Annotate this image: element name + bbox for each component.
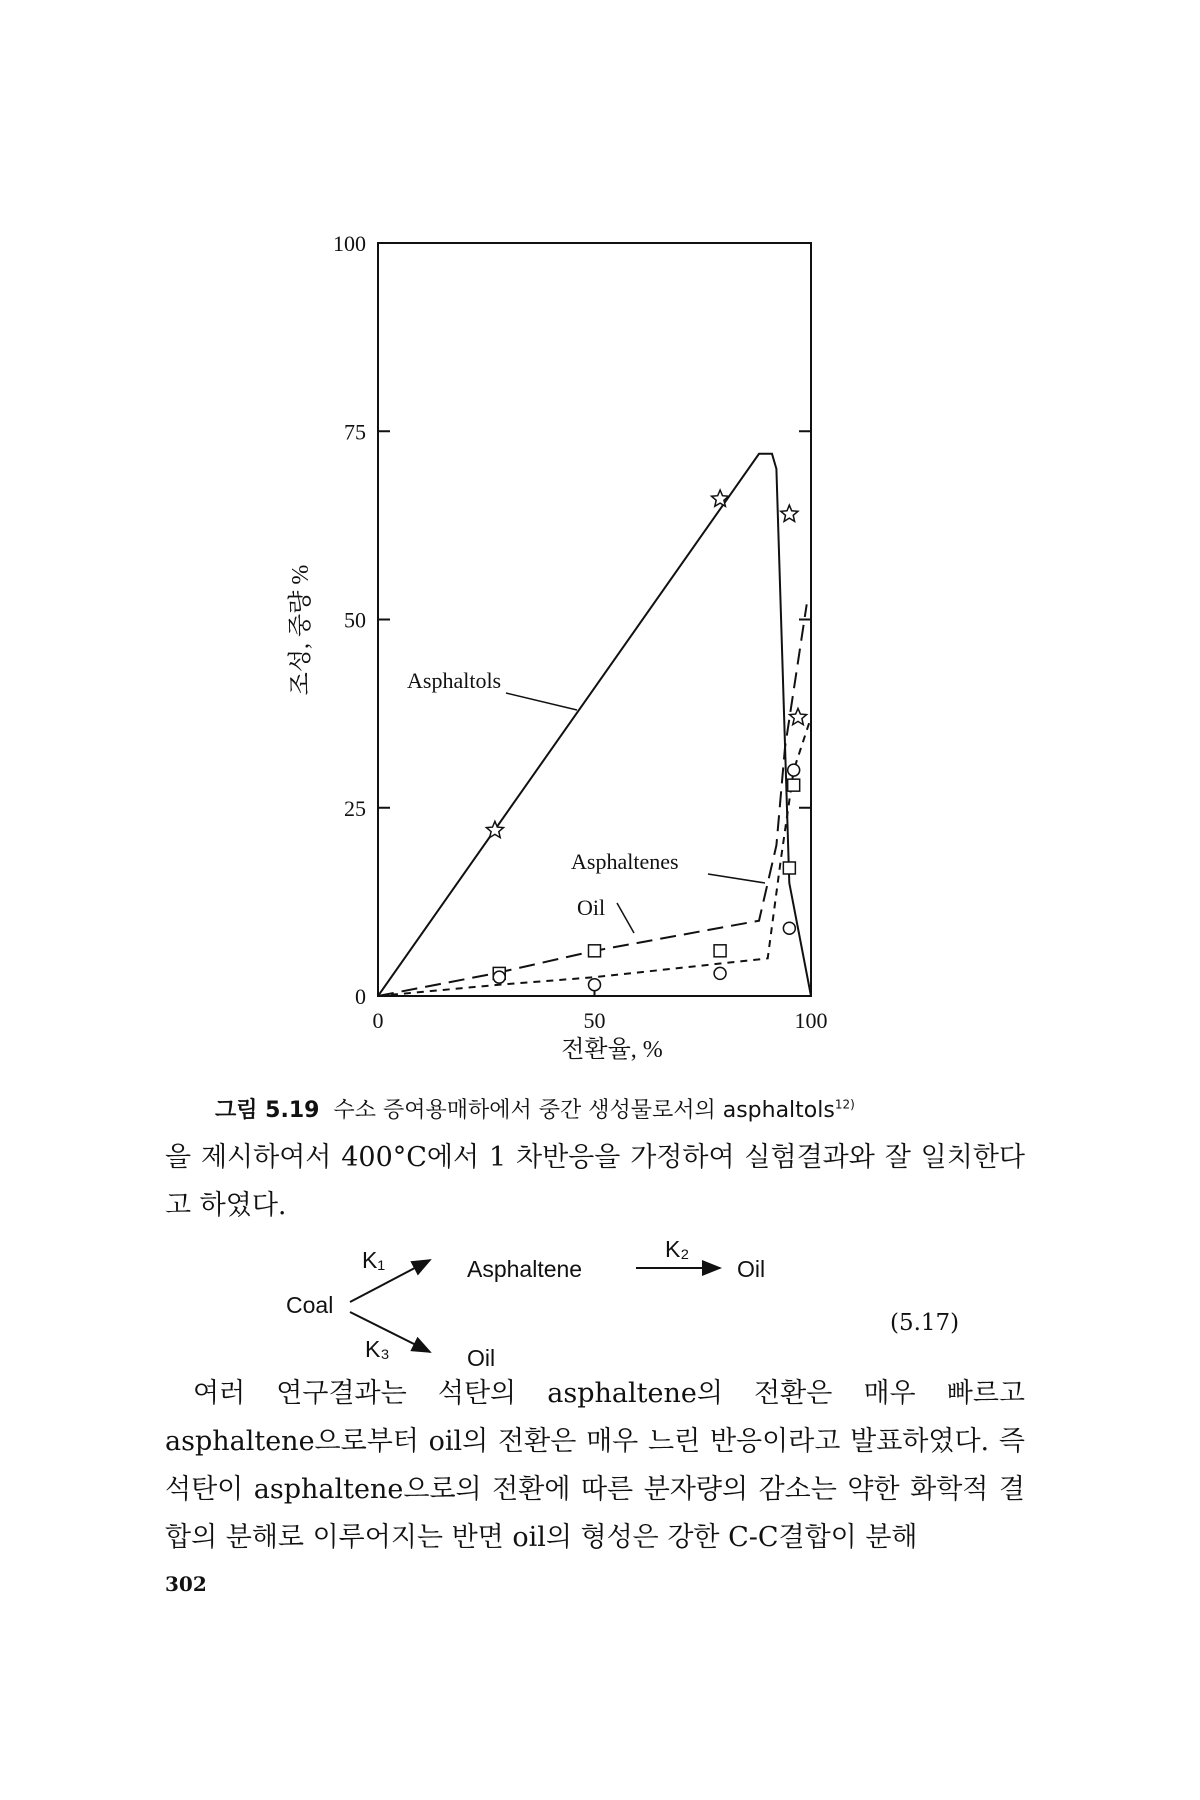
eq-oil-lower: Oil [467, 1345, 496, 1371]
x-tick-label: 100 [794, 1008, 828, 1033]
caption-reference: 12) [834, 1097, 855, 1112]
paragraph-2: 여러 연구결과는 석탄의 asphaltene의 전환은 매우 빠르고 asphaltene으로부터 oil의 전환은 매우 느린 반응이라고 발표하였다. 즉 석탄이 asphaltene으로의 전환에 따른 분자량의 감소는 약한 화학적 결합의 분해로 이루어지는 반면 oil의 형성은 강한 C-C결합이 분해 [165, 1378, 1025, 1553]
x-tick-label: 50 [583, 1008, 606, 1033]
y-tick-label: 0 [355, 984, 366, 1009]
figure-number: 그림 5.19 [215, 1098, 320, 1123]
y-tick-label: 50 [344, 607, 366, 633]
x-tick-label: 0 [372, 1008, 384, 1033]
eq-coal: Coal [286, 1292, 334, 1318]
x-axis-label: 전환율, % [561, 1037, 663, 1063]
series-label-asphaltenes: Asphaltenes [571, 849, 679, 874]
paragraph-1: 을 제시하여서 400°C에서 1 차반응을 가정하여 실험결과와 잘 일치한다고 하였다. [165, 1142, 1025, 1221]
y-tick-label: 25 [344, 795, 366, 821]
arrow-coal-to-oil [350, 1312, 430, 1352]
caption-text: 수소 증여용매하에서 중간 생성물로서의 asphaltols [333, 1098, 835, 1123]
y-tick-label: 100 [333, 231, 366, 256]
eq-k1: K₁ [362, 1247, 386, 1273]
series-label-asphaltols: Asphaltols [407, 668, 502, 693]
equation-number: (5.17) [890, 1310, 960, 1336]
eq-asphaltene: Asphaltene [467, 1256, 583, 1282]
eq-k2: K₂ [665, 1236, 690, 1262]
series-label-oil: Oil [577, 895, 606, 920]
eq-k3: K₃ [365, 1336, 390, 1362]
y-tick-label: 75 [344, 419, 366, 445]
page-number: 302 [165, 1572, 207, 1596]
eq-oil-upper: Oil [737, 1256, 766, 1282]
y-axis-label: 조성, 중량 % [288, 564, 314, 696]
